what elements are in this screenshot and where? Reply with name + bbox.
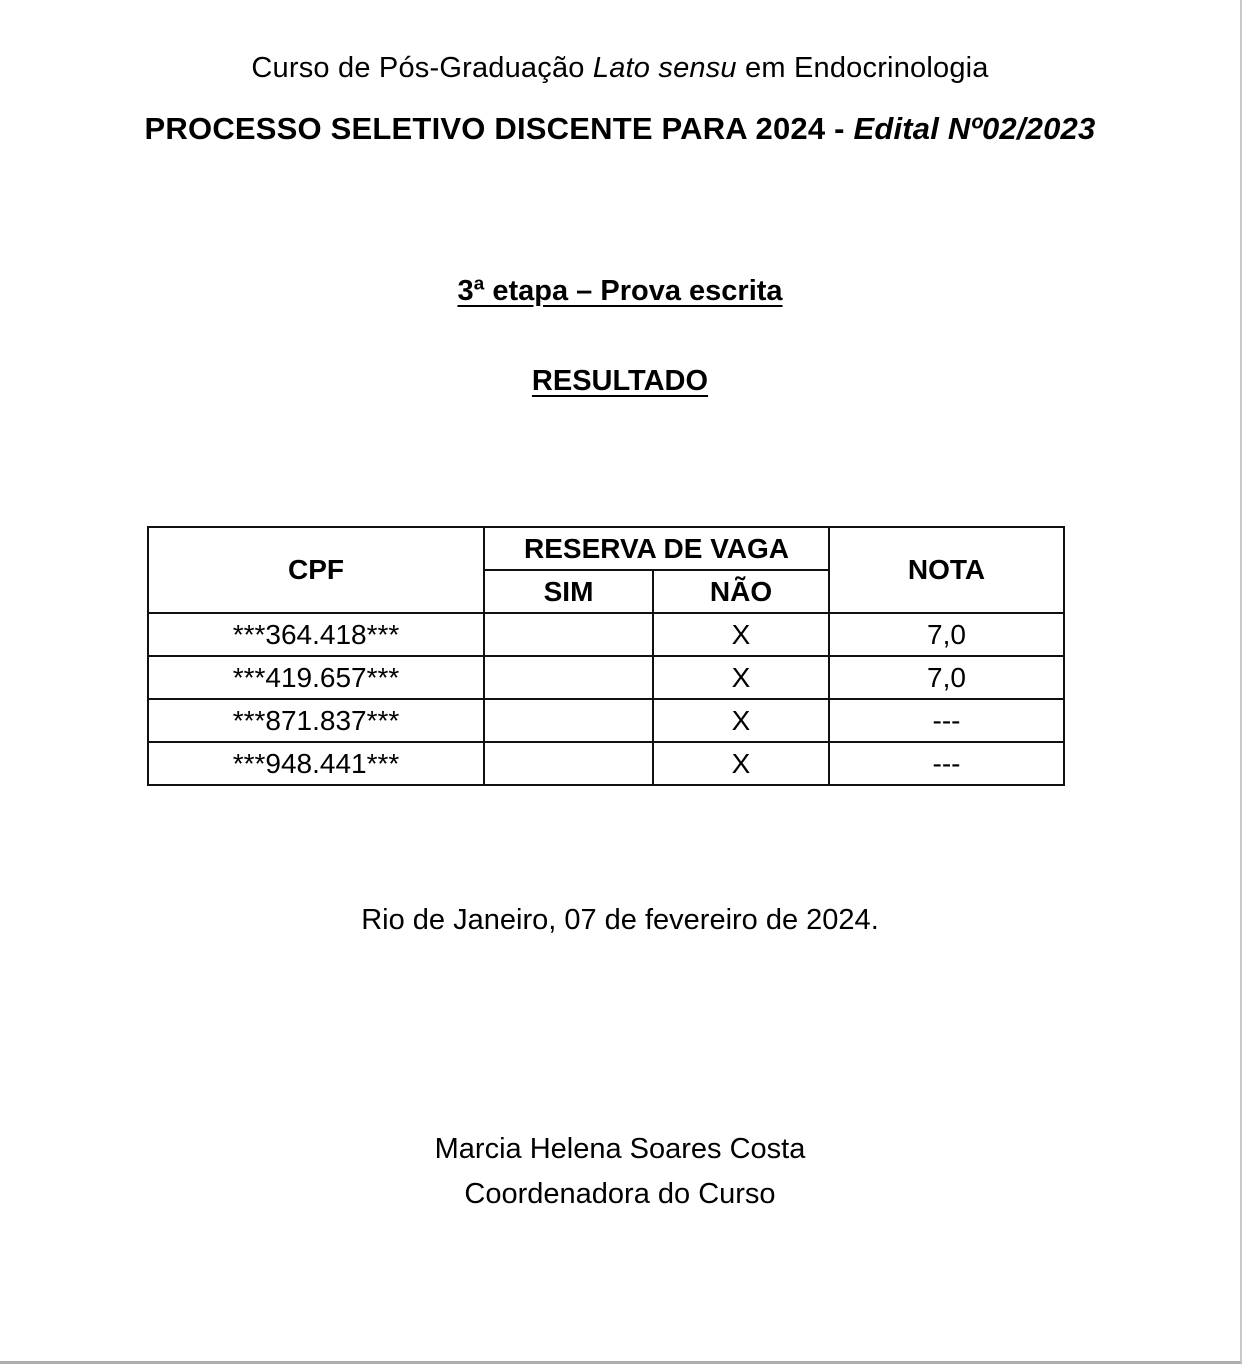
table-row xyxy=(148,742,1064,785)
sim-cell xyxy=(484,742,653,785)
cpf-cell: ***948.441*** xyxy=(148,742,484,785)
date-line: Rio de Janeiro, 07 de fevereiro de 2024. xyxy=(361,904,879,936)
results-table xyxy=(147,526,1065,786)
nao-cell: X xyxy=(653,656,829,699)
sim-cell xyxy=(484,656,653,699)
process-title-line xyxy=(0,111,1240,147)
cpf-cell: ***871.837*** xyxy=(148,699,484,742)
nota-cell: --- xyxy=(829,742,1064,785)
signature-role: Coordenadora do Curso xyxy=(464,1177,776,1210)
col-header-nao: NÃO xyxy=(653,570,829,613)
process-title-pre: PROCESSO SELETIVO DISCENTE PARA 2024 - xyxy=(144,111,854,146)
table-row xyxy=(148,656,1064,699)
sim-cell xyxy=(484,613,653,656)
nao-cell: X xyxy=(653,699,829,742)
col-header-cpf: CPF xyxy=(148,527,484,613)
cpf-cell: ***419.657*** xyxy=(148,656,484,699)
course-title-post: em Endocrinologia xyxy=(736,52,989,84)
course-title-pre: Curso de Pós-Graduação xyxy=(251,52,593,84)
result-title: RESULTADO xyxy=(531,365,709,397)
process-title-edital: Edital Nº02/2023 xyxy=(853,111,1096,146)
course-title-line xyxy=(0,0,1240,85)
table-header-row-1 xyxy=(148,527,1064,570)
nota-cell: 7,0 xyxy=(829,613,1064,656)
signature-block xyxy=(0,1127,1240,1217)
nota-cell: 7,0 xyxy=(829,656,1064,699)
course-title-italic: Lato sensu xyxy=(592,52,737,84)
stage-title: 3ª etapa – Prova escrita xyxy=(457,275,783,307)
col-header-nota: NOTA xyxy=(829,527,1064,613)
nao-cell: X xyxy=(653,742,829,785)
nao-cell: X xyxy=(653,613,829,656)
col-header-reserva: RESERVA DE VAGA xyxy=(484,527,829,570)
nota-cell: --- xyxy=(829,699,1064,742)
cpf-cell: ***364.418*** xyxy=(148,613,484,656)
table-row xyxy=(148,699,1064,742)
sim-cell xyxy=(484,699,653,742)
col-header-sim: SIM xyxy=(484,570,653,613)
table-row xyxy=(148,613,1064,656)
signature-name: Marcia Helena Soares Costa xyxy=(434,1133,806,1165)
